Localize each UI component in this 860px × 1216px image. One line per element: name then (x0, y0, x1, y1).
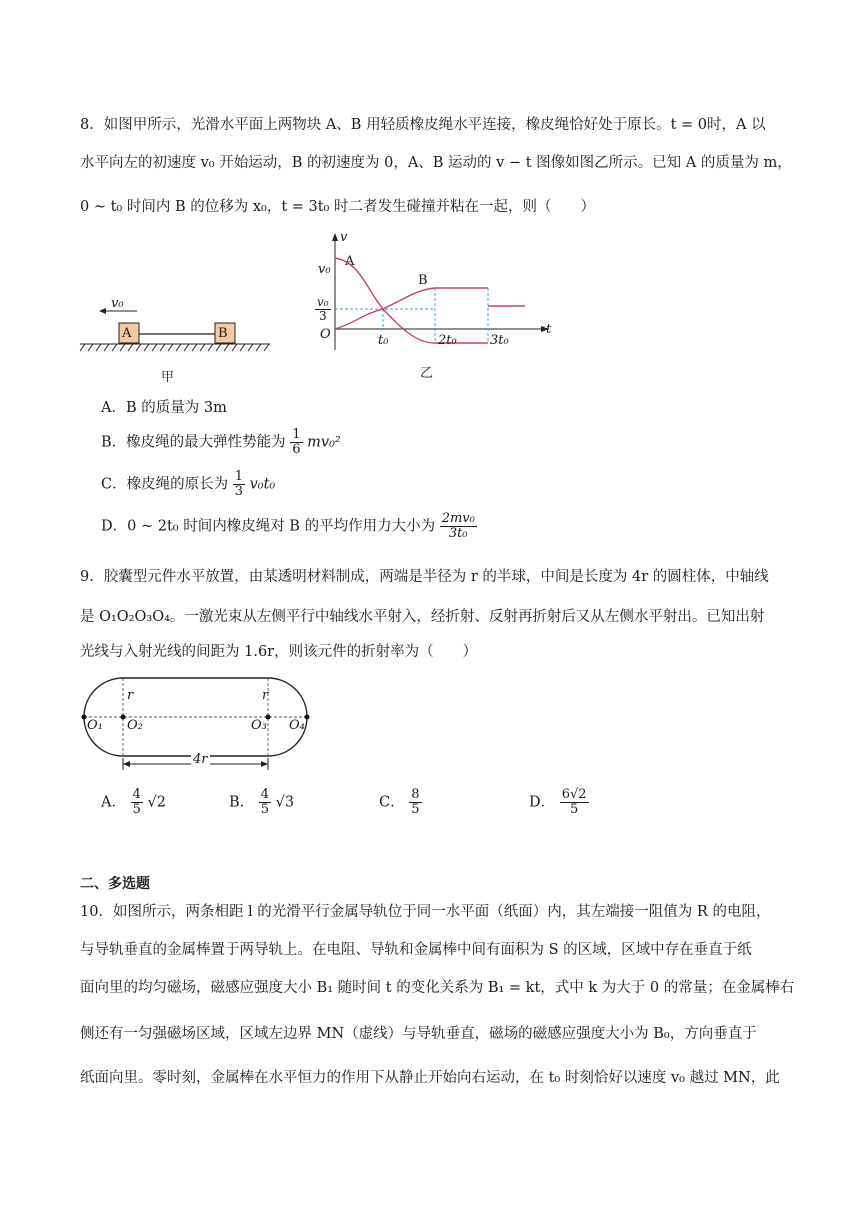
tick-t0: t₀ (378, 333, 389, 348)
numerator: 4 (260, 787, 270, 802)
o2-label: O₂ (127, 718, 143, 733)
q8-option-b-suffix: mv₀² (307, 434, 341, 451)
v0-tick-label: v₀ (318, 262, 331, 277)
numerator: 2mv₀ (441, 511, 475, 526)
q10-line-4: 侧还有一匀强磁场区域，区域左边界 MN（虚线）与导轨垂直，磁场的磁感应强度大小为 B₀，方向垂直于 (80, 1026, 757, 1042)
o4-label: O₄ (289, 718, 305, 733)
numerator: 1 (292, 427, 301, 442)
radical: √3 (275, 794, 295, 811)
block-b-label: B (218, 326, 228, 341)
dashed-guides (84, 678, 307, 756)
q8-option-b (101, 428, 341, 457)
denominator: 3t₀ (448, 526, 468, 541)
denominator: 6 (292, 442, 301, 457)
fraction (131, 788, 143, 817)
length-label: 4r (193, 752, 208, 767)
block-a-label: A (122, 326, 132, 341)
numerator: 4 (132, 787, 141, 802)
denominator: 3 (234, 484, 243, 499)
v-axis-label: v (340, 230, 348, 245)
q8-option-b-prefix: B．橡皮绳的最大弹性势能为 (101, 434, 286, 451)
q8-line-2: 水平向左的初速度 v₀ 开始运动，B 的初速度为 0，A、B 运动的 v − t 图像如图乙所示。已知 A 的质量为 m， (80, 155, 792, 171)
fraction (259, 788, 271, 817)
option-label: C． (379, 794, 405, 811)
numerator: 6√2 (561, 787, 587, 802)
fraction (409, 788, 421, 817)
v0-label-jia: v₀ (111, 296, 124, 311)
origin-label: O (320, 327, 331, 342)
q9-line-2: 是 O₁O₂O₃O₄。一激光束从左侧平行中轴线水平射入，经折射、反射再折射后又从左侧水平射出。已知出射 (80, 609, 765, 625)
numerator: 1 (234, 469, 243, 484)
denominator: 5 (570, 802, 579, 817)
figure-jia (75, 290, 275, 360)
q9-option-d (529, 788, 589, 817)
q10-line-3: 面向里的均匀磁场，磁感应强度大小 B₁ 随时间 t 的变化关系为 B₁ = kt，式中 k 为大于 0 的常量；在金属棒右 (80, 980, 795, 996)
o1-label: O₁ (87, 718, 103, 733)
v-axis-arrow (332, 233, 338, 241)
curve-b-label: B (418, 273, 428, 288)
q8-option-a: A．B 的质量为 3m (101, 400, 227, 416)
numerator: 8 (411, 787, 420, 802)
fraction (233, 470, 245, 499)
caption-jia: 甲 (161, 370, 175, 385)
fraction (440, 512, 477, 541)
v0-third-num: v₀ (317, 295, 329, 309)
denominator: 5 (260, 802, 270, 817)
q8-option-c-prefix: C．橡皮绳的原长为 (101, 476, 229, 493)
tick-3t0: 3t₀ (490, 333, 509, 348)
q9-option-a (101, 788, 166, 817)
q8-line-1: 8．如图甲所示，光滑水平面上两物块 A、B 用轻质橡皮绳水平连接，橡皮绳恰好处于原长。t = 0时，A 以 (80, 117, 766, 133)
q8-option-d-prefix: D．0 ~ 2t₀ 时间内橡皮绳对 B 的平均作用力大小为 (101, 518, 436, 535)
tick-2t0: 2t₀ (438, 333, 457, 348)
q9-option-b (229, 788, 294, 817)
q10-line-1: 10．如图所示，两条相距 l 的光滑平行金属导轨位于同一水平面（纸面）内，其左端接一阻值为 R 的电阻， (80, 904, 771, 920)
curve-a (335, 258, 488, 343)
denominator: 5 (132, 802, 141, 817)
ground-hatching (80, 344, 269, 351)
denominator: 5 (411, 802, 420, 817)
fraction (290, 428, 302, 457)
v0-third-den: 3 (318, 309, 327, 323)
q9-option-c (379, 788, 422, 817)
section-heading: 二、多选题 (80, 876, 150, 892)
q8-option-c-suffix: v₀t₀ (249, 476, 276, 493)
q10-line-5: 纸面向里。零时刻，金属棒在水平恒力的作用下从静止开始向右运动，在 t₀ 时刻恰好以速度 v₀ 越过 MN，此 (80, 1070, 780, 1086)
option-label: D． (529, 794, 556, 811)
r-label-right: r (262, 688, 269, 703)
q9-line-1: 9．胶囊型元件水平放置，由某透明材料制成，两端是半径为 r 的半球，中间是长度为 4r 的圆柱体，中轴线 (80, 569, 769, 585)
q8-line-3: 0 ~ t₀ 时间内 B 的位移为 x₀，t = 3t₀ 时二者发生碰撞并粘在一起，则（ ） (80, 199, 595, 215)
q8-option-c (101, 470, 275, 499)
t-axis-label: t (546, 322, 552, 337)
r-label-left: r (127, 688, 134, 703)
curve-a-label: A (345, 254, 355, 269)
q8-option-d (101, 512, 477, 541)
caption-yi: 乙 (420, 366, 434, 381)
fraction (560, 788, 589, 817)
option-label: A． (101, 794, 126, 811)
option-label: B． (229, 794, 255, 811)
o3-label: O₃ (251, 718, 267, 733)
q9-line-3: 光线与入射光线的间距为 1.6r，则该元件的折射率为（ ） (80, 644, 478, 660)
q10-line-2: 与导轨垂直的金属棒置于两导轨上。在电阻、导轨和金属棒中间有面积为 S 的区域，区域中存在垂直于纸 (80, 942, 752, 958)
v0-third-tick (315, 296, 331, 323)
radical: √2 (147, 794, 166, 811)
